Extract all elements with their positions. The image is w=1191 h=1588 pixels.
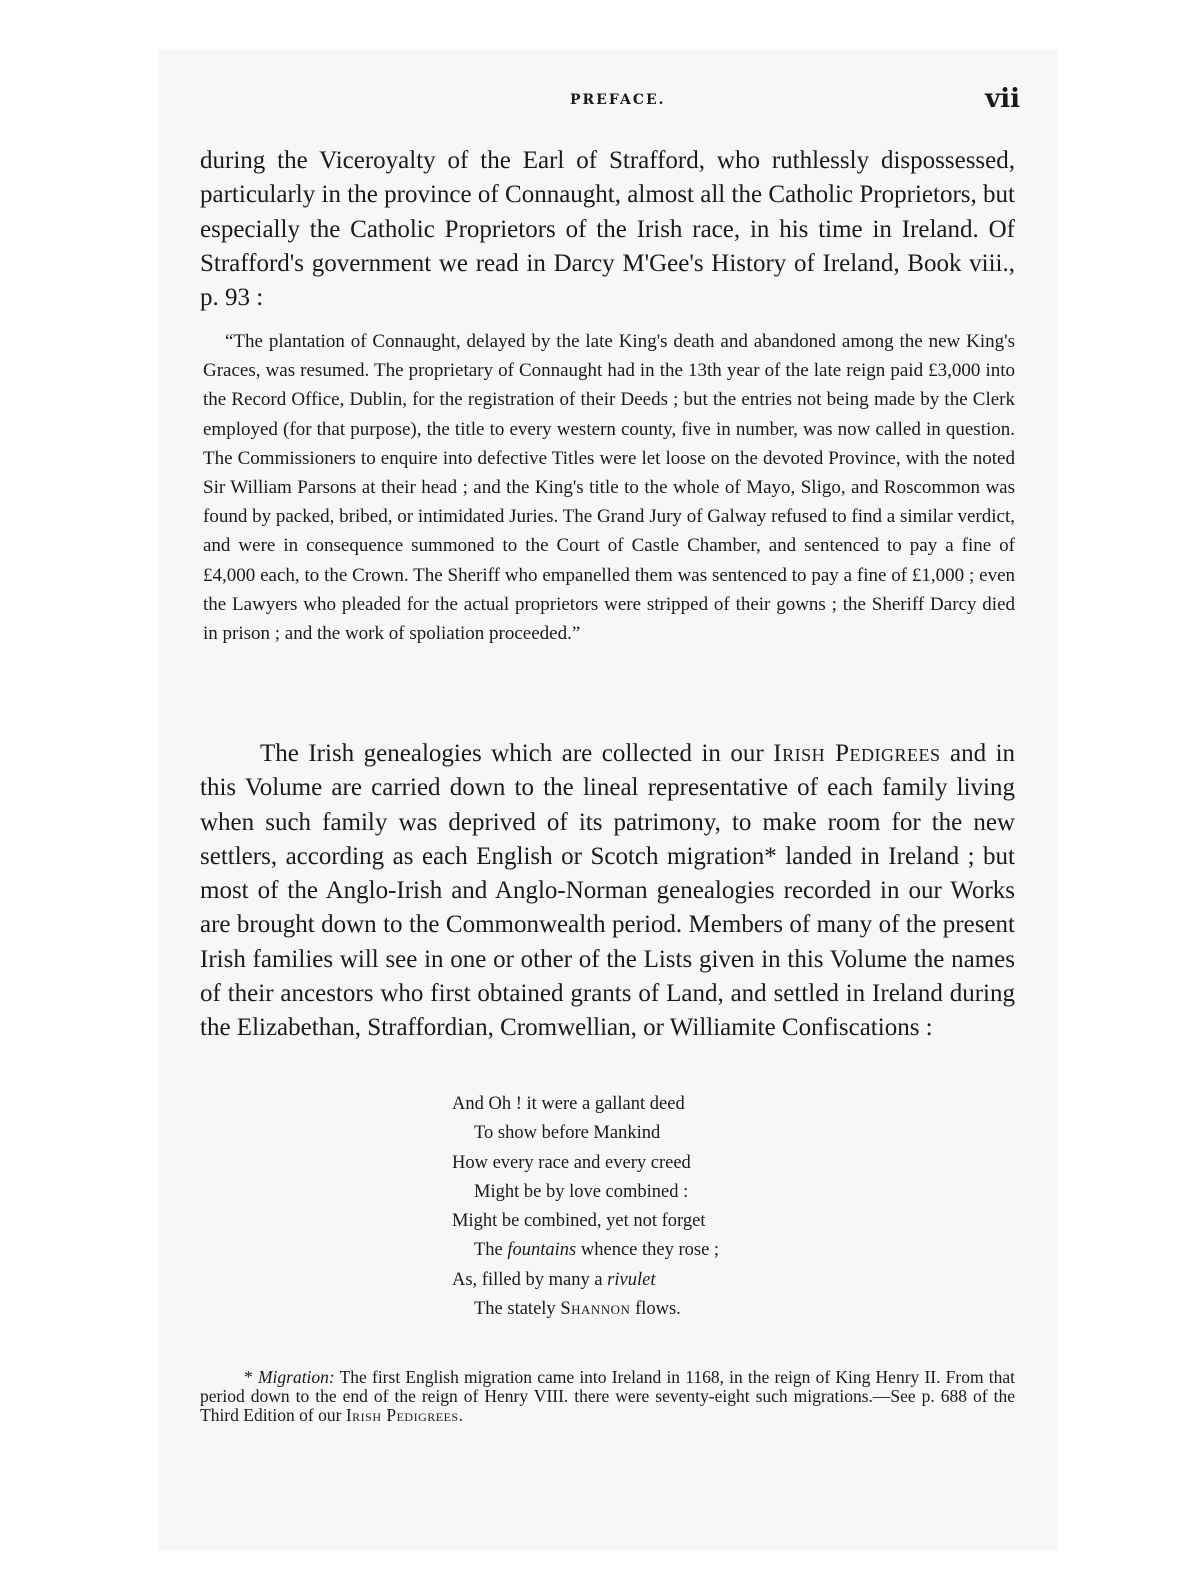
footnote (200, 1368, 1015, 1425)
poem-text: The stately (474, 1299, 561, 1320)
poem-text: flows. (630, 1299, 681, 1320)
poem-italic-word: fountains (507, 1240, 577, 1261)
paragraph-text-start: The Irish genealogies which are collected in our (260, 740, 774, 767)
running-head: PREFACE. (570, 92, 666, 108)
poem-text: As, filled by many a (452, 1269, 608, 1290)
footnote-label: Migration: (257, 1367, 335, 1387)
page-header (200, 86, 1020, 126)
body-paragraph-2 (200, 737, 1015, 1046)
poem-line (452, 1236, 872, 1265)
body-paragraph-1: during the Viceroyalty of the Earl of Strafford, who ruthlessly dispossessed, particularly in the province of Connaught, almost all the Catholic Proprietors, but especially the Catholic Proprietors of the Irish race, in his time in Ireland. Of Strafford's government we read in Darcy M'Gee's History of Ireland, Book viii., p. 93 : (200, 147, 1015, 312)
footnote-text: The first English migration came into Ireland in 1168, in the reign of King Henry II. From that period down to the end of the reign of Henry VIII. there were seventy-eight such migrations.—See p. 688 of the Third Edition of our (200, 1367, 1015, 1425)
irish-pedigrees-title: Irish Pedigrees (773, 740, 941, 767)
block-quote: “The plantation of Connaught, delayed by the late King's death and abandoned among the new King's Graces, was resumed. The proprietary of Connaught had in the 13th year of the late reign paid £3,000 into the Record Office, Dublin, for the registration of their Deeds ; but the entries not being made by the Clerk employed (for that purpose), the title to every western county, five in number, was now called in question. The Commissioners to enquire into defective Titles were let loose on the devoted Province, with the noted Sir William Parsons at their head ; and the King's title to the whole of Mayo, Sligo, and Roscommon was found by packed, bribed, or intimidated Juries. The Grand Jury of Galway refused to find a similar verdict, and were in consequence summoned to the Court of Castle Chamber, and sentenced to pay a fine of £4,000 each, to the Crown. The Sheriff who empanelled them was sentenced to pay a fine of £1,000 ; even the Lawyers who pleaded for the actual proprietors were stripped of their gowns ; the Sheriff Darcy died in prison ; and the work of spoliation proceeded.” (203, 331, 1015, 645)
poem-line: How every race and every creed (452, 1152, 691, 1173)
poem-line: And Oh ! it were a gallant deed (452, 1094, 685, 1114)
paragraph-text-rest: and in this Volume are carried down to the lineal representative of each family living when such family was deprived of its patrimony, to make room for the new settlers, according as each English or Scotch migration* landed in Ireland ; but most of the Anglo-Irish and Anglo-Norman genealogies recorded in our Works are brought down to the Commonwealth period. Members of many of the present Irish families will see in one or other of the Lists given in this Volume the names of their ancestors who first obtained grants of Land, and settled in Ireland during the Elizabethan, Straffordian, Cromwellian, or Williamite Confiscations : (200, 740, 1016, 1042)
poem-stanza (452, 1090, 872, 1324)
poem-line: To show before Mankind (474, 1123, 661, 1144)
poem-line: Might be combined, yet not forget (452, 1211, 706, 1232)
poem-small-caps-word: Shannon (560, 1299, 631, 1320)
poem-italic-word: rivulet (607, 1269, 656, 1290)
poem-text: The (474, 1240, 508, 1261)
page-number: vii (985, 84, 1020, 114)
poem-line (452, 1266, 872, 1295)
poem-line (452, 1295, 872, 1324)
poem-line: Might be by love combined : (474, 1181, 689, 1202)
footnote-end: . (458, 1405, 463, 1425)
footnote-title: Irish Pedigrees (345, 1405, 459, 1425)
footnote-marker: * (244, 1367, 258, 1387)
poem-text: whence they rose ; (576, 1240, 720, 1261)
